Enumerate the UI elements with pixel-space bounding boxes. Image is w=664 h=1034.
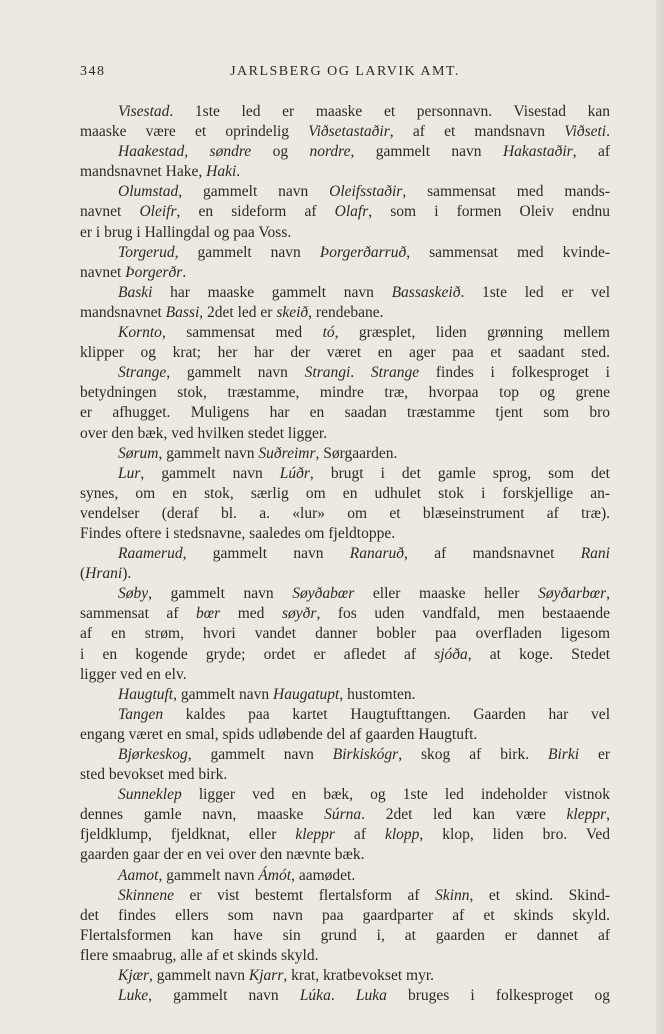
text-line: [80, 584, 610, 604]
text-line: [80, 705, 610, 725]
text-span: med: [220, 605, 282, 623]
text-span: , gammelt navn: [148, 585, 293, 603]
italic-term: Visestad: [118, 103, 170, 120]
text-span: , sammensat med: [161, 324, 323, 342]
text-line: [80, 263, 610, 283]
text-span: kaldes paa kartet Haugtufttangen. Gaarden har vel: [163, 705, 610, 723]
text-span: .: [330, 987, 356, 1005]
italic-term: Skinnene: [118, 886, 174, 904]
text-span: er afhugget. Muligens har en saadan træstamme tjent som bro: [80, 404, 610, 422]
text-line: [80, 906, 610, 926]
italic-term: Luke: [118, 987, 149, 1005]
text-span: vendelser (deraf bl. a. «lur» om et blæseinstrument af træ).: [80, 504, 610, 522]
text-span: , gammelt navn: [158, 444, 259, 462]
text-line: [80, 725, 610, 745]
text-line: [80, 745, 610, 765]
italic-term: Tangen: [118, 705, 164, 723]
text-span: . 2det led kan være: [361, 806, 567, 824]
text-line: [80, 624, 610, 644]
text-line: [80, 162, 610, 182]
italic-term: Sunneklep: [118, 786, 182, 804]
italic-term: Kornto: [118, 324, 162, 342]
text-span: (: [80, 565, 86, 583]
text-span: af: [334, 826, 385, 844]
text-span: har maaske gammelt navn: [152, 283, 392, 301]
text-span: .: [236, 163, 241, 181]
text-span: , en sideform af: [176, 203, 335, 221]
text-span: det findes ellers som navn paa gaardparter af et skinds skyld.: [80, 906, 610, 924]
text-line: [80, 665, 610, 685]
text-line: [80, 464, 610, 484]
text-line: [80, 765, 610, 785]
text-span: ).: [122, 565, 132, 583]
text-span: er vist bestemt flertalsform af: [173, 886, 436, 904]
text-span: , gammelt navn: [182, 545, 350, 563]
text-span: , af: [572, 143, 610, 161]
text-span: og: [251, 143, 310, 161]
text-line: [80, 504, 610, 524]
text-span: klipper og krat; her har der været en ager paa et saadant sted.: [80, 344, 610, 362]
text-line: [80, 986, 610, 1006]
text-line: [80, 243, 610, 263]
text-line: [80, 966, 610, 986]
text-span: , et skind. Skind-: [469, 886, 610, 904]
text-span: , gammelt navn: [140, 464, 280, 482]
italic-term: bœr: [196, 605, 221, 623]
text-line: [80, 645, 610, 665]
text-span: er: [579, 746, 610, 763]
italic-term: Bassi: [165, 303, 200, 321]
text-line: [80, 946, 610, 966]
italic-term: Bassaskeið: [391, 283, 461, 301]
text-span: , gammelt navn: [149, 967, 249, 985]
text-span: , gammelt navn: [173, 685, 273, 703]
text-span: , gammelt navn: [158, 866, 259, 884]
italic-term: sjóða: [434, 645, 468, 663]
text-span: dennes gamle navn, maaske: [80, 806, 325, 824]
italic-term: Lúka: [299, 987, 331, 1005]
text-span: i en kogende gryde; ordet er afledet af: [80, 645, 435, 663]
text-line: [80, 383, 610, 403]
italic-term: Baski: [118, 283, 153, 301]
italic-term: Haakestad, søndre: [118, 143, 252, 161]
text-line: [80, 845, 610, 865]
italic-term: Søyðarbœr: [538, 585, 607, 603]
text-span: ligger ved en elv.: [80, 665, 187, 683]
text-span: over den bæk, ved hvilken stedet ligger.: [80, 424, 328, 442]
text-line: [80, 363, 610, 383]
italic-term: Skinn: [435, 886, 470, 904]
text-span: sammensat af: [80, 605, 197, 623]
text-line: [80, 223, 610, 243]
page-edge: [656, 0, 664, 1034]
text-span: , gammelt navn: [174, 243, 320, 261]
text-line: [80, 926, 610, 946]
text-line: [80, 444, 610, 464]
italic-term: Strangi: [304, 364, 351, 382]
text-span: maaske være et oprindelig: [80, 123, 309, 141]
italic-term: Oleifsstaðir: [329, 183, 403, 201]
italic-term: Birki: [548, 746, 580, 763]
text-span: , som i formen Oleiv endnu: [368, 203, 610, 221]
italic-term: Olafr: [334, 203, 369, 221]
italic-term: klopp: [384, 826, 420, 844]
italic-term: Þorgerðr: [125, 263, 183, 281]
text-line: [80, 544, 610, 564]
body-text: [80, 102, 610, 1006]
text-span: , af mandsnavnet: [404, 545, 581, 563]
italic-term: søyðr: [282, 605, 317, 623]
text-span: ,: [606, 585, 610, 603]
text-span: navnet: [80, 203, 140, 221]
text-span: findes i folkesproget i: [419, 364, 610, 382]
text-span: , hustomten.: [339, 685, 416, 703]
italic-term: Lúðr: [279, 464, 310, 482]
text-line: [80, 866, 610, 886]
text-span: , krat, kratbevokset myr.: [283, 967, 435, 985]
text-span: , rendebane.: [308, 303, 384, 321]
text-line: [80, 785, 610, 805]
text-line: [80, 484, 610, 504]
italic-term: Viðsetastaðir: [308, 123, 390, 141]
text-span: Flertalsformen kan have sin grund i, at gaarden er dannet af: [80, 926, 610, 944]
italic-term: nordre: [309, 143, 351, 161]
text-span: , 2det led er: [199, 303, 277, 321]
text-line: [80, 886, 610, 906]
text-span: .: [182, 263, 187, 281]
text-span: engang været en smal, spids udløbende del af gaarden Haugtuft.: [80, 725, 478, 743]
text-span: , aamødet.: [291, 866, 356, 884]
italic-term: Luka: [355, 987, 387, 1005]
italic-term: Ranaruð: [349, 545, 405, 563]
italic-term: Aamot: [118, 866, 159, 884]
text-span: , fos uden vandfald, men bestaaende: [316, 605, 610, 623]
text-span: . 1ste led er maaske et personnavn. Visestad kan: [169, 103, 610, 120]
italic-term: kleppr: [566, 806, 607, 824]
text-line: [80, 403, 610, 423]
text-span: gaarden gaar der en vei over den nævnte bæk.: [80, 846, 365, 864]
text-span: flere smaabrug, alle af et skinds skyld.: [80, 946, 319, 964]
text-span: , sammensat med kvinde-: [406, 243, 610, 261]
text-span: eller maaske heller: [354, 585, 539, 603]
text-span: , Sørgaarden.: [315, 444, 398, 462]
italic-term: Lur: [118, 464, 141, 482]
text-line: [80, 685, 610, 705]
text-span: synes, om en stok, særlig om en udhulet stok i forskjellige an-: [80, 484, 610, 502]
italic-term: Ámót: [258, 866, 292, 884]
italic-term: Haugtuft: [118, 685, 174, 703]
text-line: [80, 323, 610, 343]
text-line: [80, 825, 610, 845]
text-span: ,: [606, 806, 610, 824]
text-span: mandsnavnet: [80, 303, 166, 321]
running-title: JARLSBERG OG LARVIK AMT.: [230, 64, 460, 79]
page-header: [80, 64, 610, 84]
italic-term: Birkiskógr: [332, 746, 399, 763]
text-line: [80, 303, 610, 323]
text-line: [80, 102, 610, 122]
text-span: .: [350, 364, 371, 382]
italic-term: Viðseti: [564, 123, 607, 141]
text-line: [80, 604, 610, 624]
text-line: [80, 202, 610, 222]
text-line: [80, 424, 610, 444]
text-span: , at koge. Stedet: [467, 645, 610, 663]
text-span: mandsnavnet Hake,: [80, 163, 207, 181]
italic-term: Rani: [580, 545, 610, 563]
text-span: betydningen stok, træstamme, mindre træ, hvorpaa top og grene: [80, 384, 610, 402]
text-span: , græsplet, liden grønning mellem: [334, 324, 610, 342]
italic-term: Olumstad: [118, 183, 179, 201]
italic-term: Haugatupt: [273, 685, 340, 703]
text-line: [80, 122, 610, 142]
italic-term: Hakastaðir: [502, 143, 573, 161]
italic-term: Bjørkeskog: [118, 746, 188, 763]
text-line: [80, 182, 610, 202]
italic-term: Sørum: [118, 444, 159, 462]
italic-term: Kjarr: [248, 967, 284, 985]
text-span: , skog af birk.: [398, 746, 549, 763]
italic-term: Súrna: [324, 806, 362, 824]
italic-term: kleppr: [295, 826, 335, 844]
italic-term: Strange: [118, 364, 167, 382]
text-span: bruges i folkesproget og: [386, 987, 610, 1005]
text-span: , klop, liden bro. Ved: [419, 826, 610, 844]
italic-term: Torgerud: [118, 243, 175, 261]
text-span: .: [606, 123, 610, 141]
text-line: [80, 283, 610, 303]
italic-term: Kjær: [118, 967, 150, 985]
italic-term: Þorgerðarruð: [319, 243, 407, 261]
text-span: sted bevokset med birk.: [80, 766, 228, 784]
text-span: . 1ste led er vel: [460, 283, 610, 301]
italic-term: Suðreimr: [258, 444, 316, 462]
text-span: ligger ved en bæk, og 1ste led indeholder vistnok: [181, 786, 610, 804]
text-line: [80, 805, 610, 825]
italic-term: skeið: [276, 303, 309, 321]
italic-term: Hrani: [85, 565, 123, 583]
text-span: navnet: [80, 263, 126, 281]
text-span: , sammensat med mands-: [402, 183, 610, 201]
text-line: [80, 564, 610, 584]
italic-term: Oleifr: [139, 203, 177, 221]
text-span: Findes oftere i stedsnavne, saaledes om fjeldtoppe.: [80, 524, 396, 542]
text-span: , gammelt navn: [148, 987, 300, 1005]
text-line: [80, 142, 610, 162]
text-span: er i brug i Hallingdal og paa Voss.: [80, 223, 292, 241]
text-span: , brugt i det gamle sprog, som det: [309, 464, 610, 482]
italic-term: Haki: [206, 163, 237, 181]
text-line: [80, 524, 610, 544]
text-span: , gammelt navn: [187, 746, 333, 763]
text-span: fjeldklump, fjeldknat, eller: [80, 826, 296, 844]
italic-term: Søby: [118, 585, 149, 603]
text-span: af en strøm, hvori vandet danner bobler paa overfladen ligesom: [80, 625, 610, 643]
text-span: , gammelt navn: [350, 143, 503, 161]
italic-term: tó: [322, 324, 335, 342]
italic-term: Strange: [370, 364, 420, 382]
italic-term: Søyðabœr: [292, 585, 355, 603]
italic-term: Raamerud: [118, 545, 183, 563]
text-line: [80, 343, 610, 363]
page-number: 348: [80, 64, 106, 79]
text-span: , af et mandsnavn: [389, 123, 565, 141]
text-span: , gammelt navn: [166, 364, 305, 382]
text-span: , gammelt navn: [178, 183, 330, 201]
